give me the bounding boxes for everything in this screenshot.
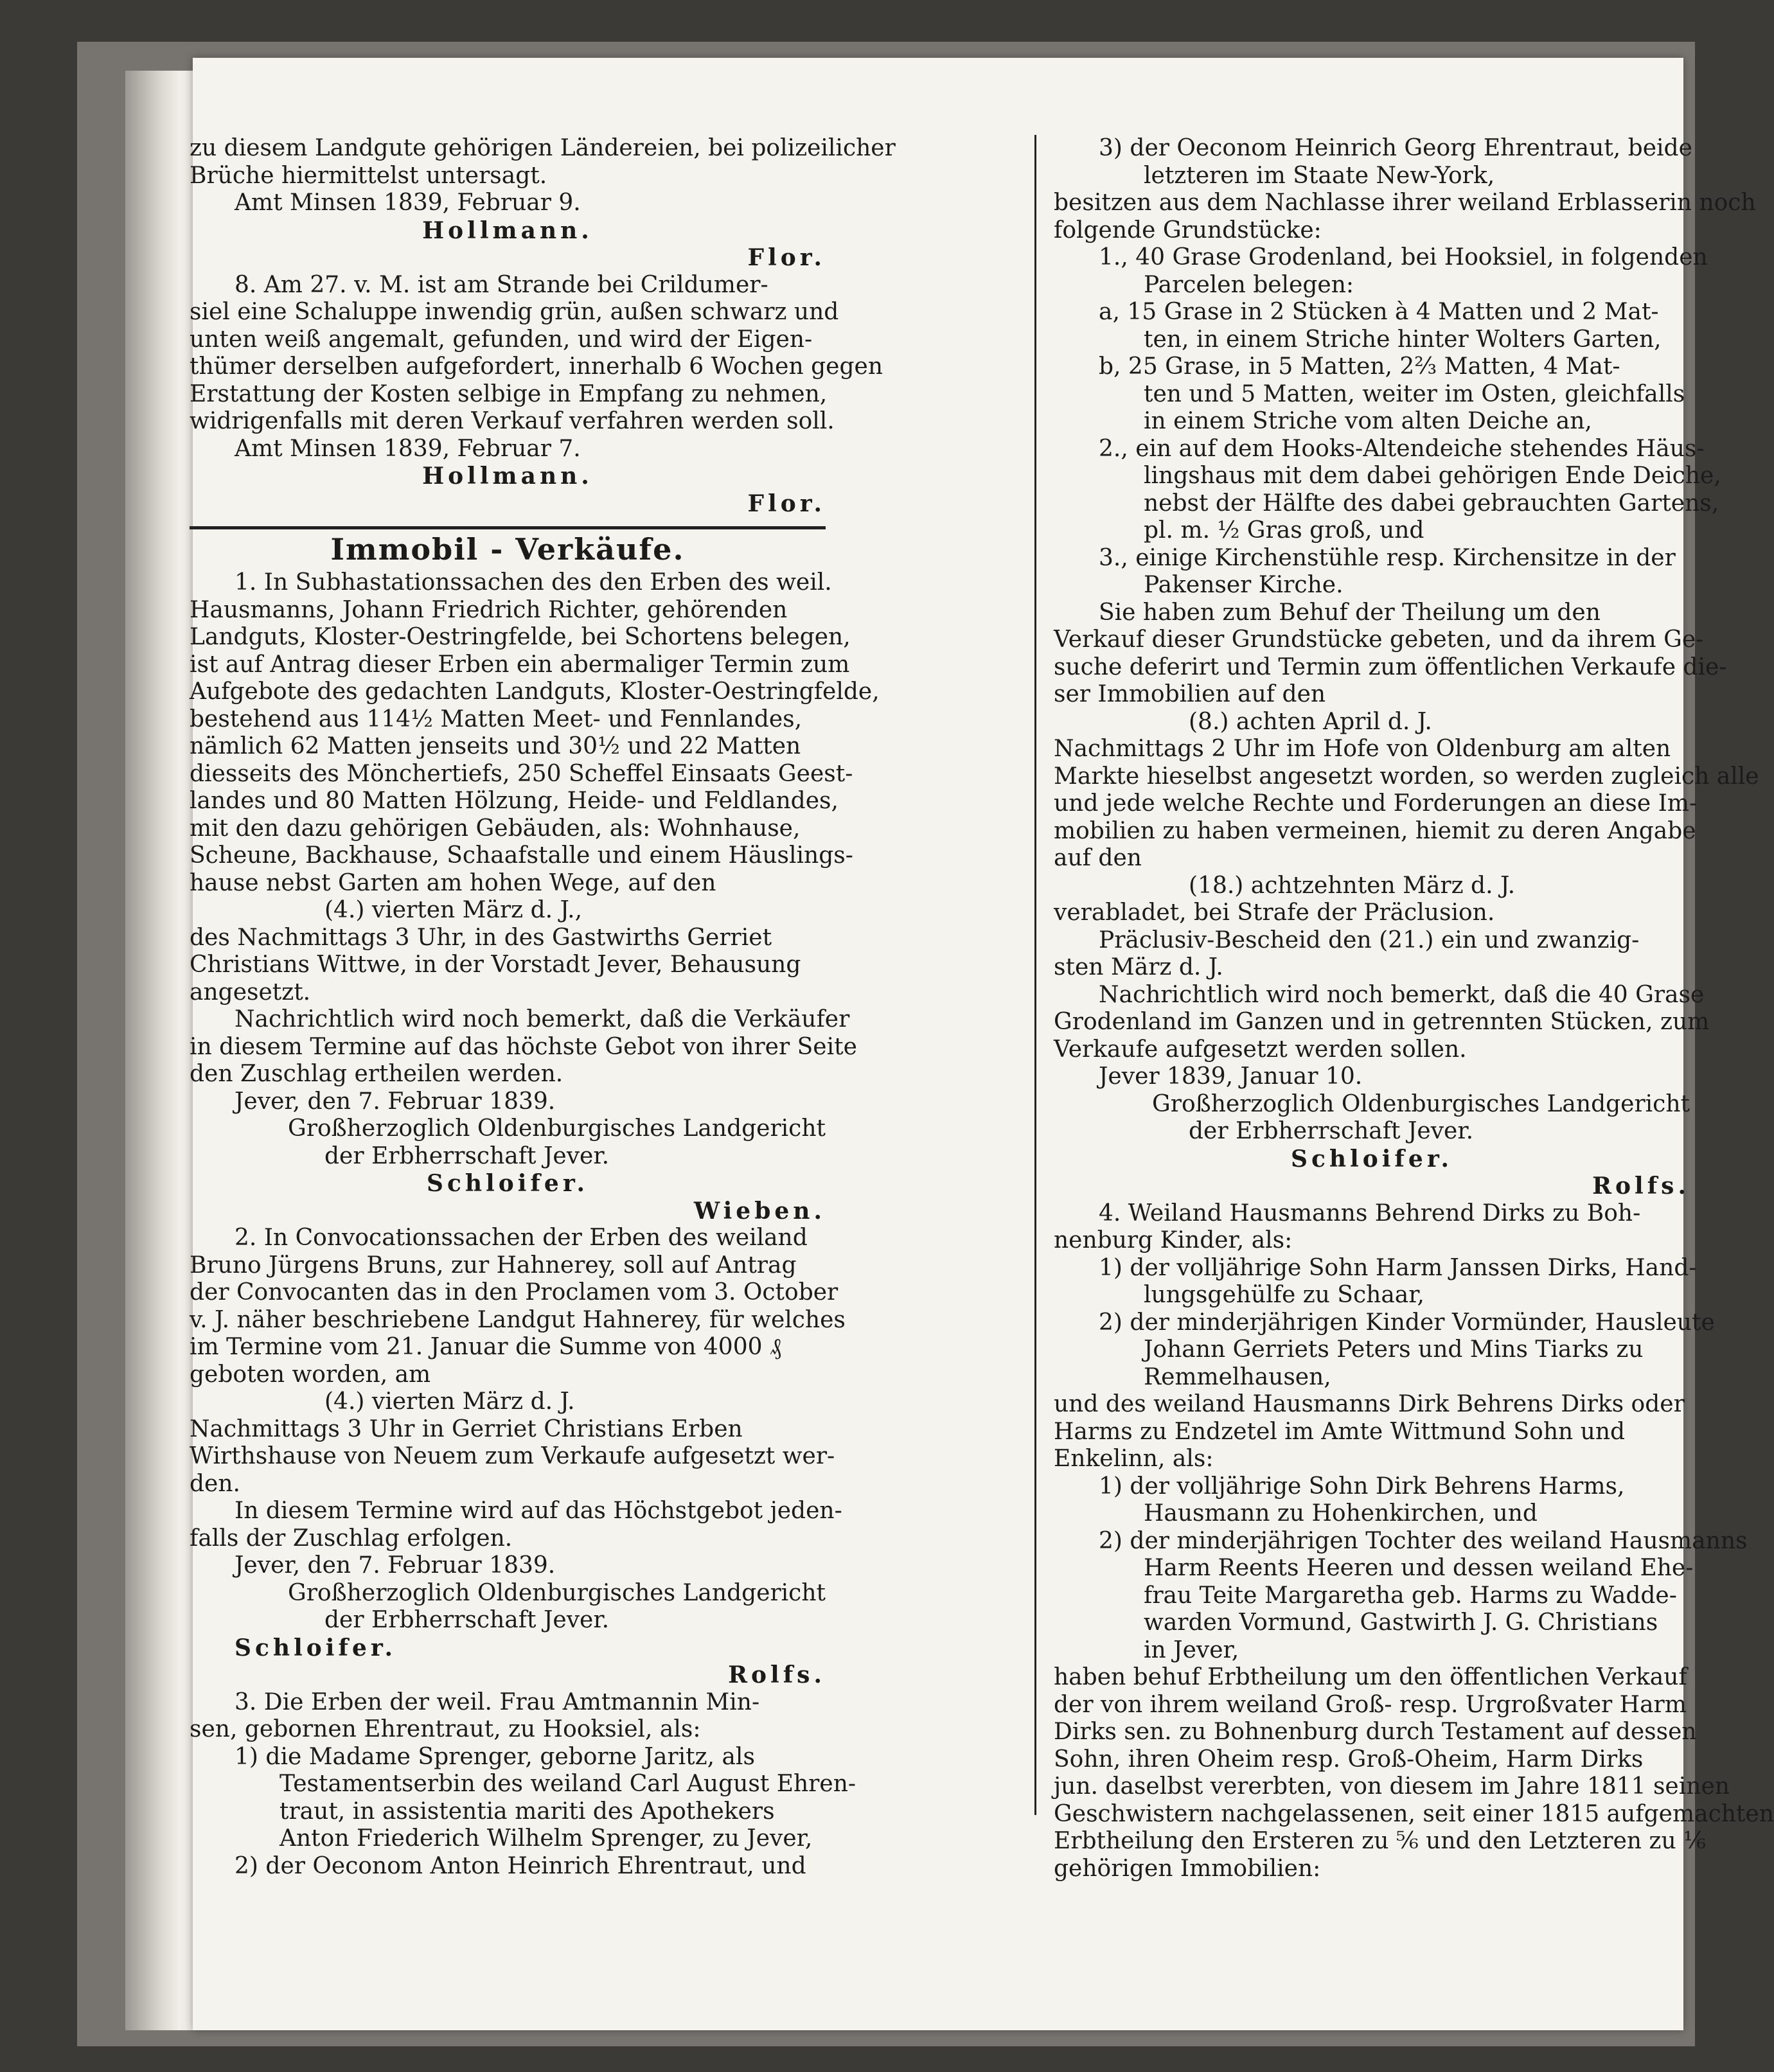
text-line: Dirks sen. zu Bohnenburg durch Testament auf dessen bbox=[1054, 1719, 1697, 1745]
text-line: suche deferirt und Termin zum öffentlichen Verkaufe die- bbox=[1054, 653, 1727, 680]
text-line: landes und 80 Matten Hölzung, Heide- und Feldlandes, bbox=[190, 788, 838, 814]
text-line: falls der Zuschlag erfolgen. bbox=[190, 1525, 513, 1552]
text-line: nämlich 62 Matten jenseits und 30½ und 22 Matten bbox=[190, 733, 801, 759]
text-line: 3., einige Kirchenstühle resp. Kirchensitze in der bbox=[1099, 544, 1676, 571]
text-line: 4. Weiland Hausmanns Behrend Dirks zu Boh- bbox=[1099, 1200, 1641, 1226]
text-line: der Erbherrschaft Jever. bbox=[324, 1142, 610, 1169]
text-line: zu diesem Landgute gehörigen Ländereien, bei polizeilicher bbox=[190, 135, 896, 161]
text-line: Hausmanns, Johann Friedrich Richter, gehörenden bbox=[190, 596, 788, 623]
text-line: 1., 40 Grase Grodenland, bei Hooksiel, in folgenden bbox=[1099, 244, 1708, 270]
text-line: ten, in einem Striche hinter Wolters Garten, bbox=[1144, 326, 1662, 353]
text-line: und des weiland Hausmanns Dirk Behrens Dirks oder bbox=[1054, 1391, 1685, 1417]
text-line: (4.) vierten März d. J., bbox=[324, 897, 583, 923]
text-line: 8. Am 27. v. M. ist am Strande bei Crildumer- bbox=[235, 271, 768, 298]
text-line: Schloifer. bbox=[235, 1634, 397, 1661]
text-line: der Erbherrschaft Jever. bbox=[1189, 1118, 1474, 1144]
text-line: 3) der Oeconom Heinrich Georg Ehrentraut, beide bbox=[1099, 135, 1692, 161]
text-line: Anton Friederich Wilhelm Sprenger, zu Jever, bbox=[279, 1825, 813, 1852]
text-line: Jever 1839, Januar 10. bbox=[1099, 1063, 1363, 1090]
text-line: Verkauf dieser Grundstücke gebeten, und da ihrem Ge- bbox=[1054, 626, 1704, 653]
text-line: letzteren im Staate New-York, bbox=[1144, 162, 1495, 189]
text-line: Schloifer. bbox=[1290, 1145, 1453, 1173]
text-line: widrigenfalls mit deren Verkauf verfahren werden soll. bbox=[190, 408, 835, 434]
text-line: gehörigen Immobilien: bbox=[1054, 1855, 1321, 1882]
text-line: Amt Minsen 1839, Februar 7. bbox=[235, 435, 581, 462]
text-line: b, 25 Grase, in 5 Matten, 2⅔ Matten, 4 Mat- bbox=[1099, 353, 1620, 380]
text-line: Brüche hiermittelst untersagt. bbox=[190, 162, 547, 189]
text-line: und jede welche Rechte und Forderungen an diese Im- bbox=[1054, 790, 1698, 817]
text-line: folgende Grundstücke: bbox=[1054, 217, 1322, 244]
text-line: Wieben. bbox=[693, 1197, 826, 1225]
text-line: angesetzt. bbox=[190, 978, 311, 1005]
text-line: Nachmittags 2 Uhr im Hofe von Oldenburg am alten bbox=[1054, 736, 1671, 762]
text-line: Testamentserbin des weiland Carl August Ehren- bbox=[279, 1771, 856, 1797]
text-line: nenburg Kinder, als: bbox=[1054, 1227, 1293, 1253]
text-line: (4.) vierten März d. J. bbox=[324, 1388, 575, 1415]
text-line: warden Vormund, Gastwirth J. G. Christians bbox=[1144, 1609, 1658, 1636]
section-heading: Immobil - Verkäufe. bbox=[330, 532, 685, 567]
text-line: Verkaufe aufgesetzt werden sollen. bbox=[1054, 1036, 1467, 1063]
text-line: Sie haben zum Behuf der Theilung um den bbox=[1099, 599, 1601, 626]
text-line: 3. Die Erben der weil. Frau Amtmannin Min- bbox=[235, 1688, 760, 1715]
text-line: Sohn, ihren Oheim resp. Groß-Oheim, Harm Dirks bbox=[1054, 1746, 1644, 1773]
text-line: jun. daselbst vererbten, von diesem im Jahre 1811 seinen bbox=[1054, 1773, 1730, 1800]
text-line: Hollmann. bbox=[422, 463, 593, 490]
text-line: Bruno Jürgens Bruns, zur Hahnerey, soll auf Antrag bbox=[190, 1252, 797, 1279]
text-line: geboten worden, am bbox=[190, 1361, 431, 1388]
text-line: ser Immobilien auf den bbox=[1054, 681, 1326, 707]
text-line: Flor. bbox=[747, 490, 826, 517]
text-line: Nachrichtlich wird noch bemerkt, daß die 40 Grase bbox=[1099, 981, 1705, 1008]
text-line: Amt Minsen 1839, Februar 9. bbox=[235, 190, 581, 216]
text-line: 2. In Convocationssachen der Erben des weiland bbox=[235, 1225, 808, 1251]
text-line: Enkelinn, als: bbox=[1054, 1446, 1214, 1472]
text-line: Hausmann zu Hohenkirchen, und bbox=[1144, 1500, 1538, 1527]
text-line: Parcelen belegen: bbox=[1144, 271, 1354, 298]
text-line: den. bbox=[190, 1470, 240, 1497]
text-line: Flor. bbox=[747, 244, 826, 271]
text-line: mit den dazu gehörigen Gebäuden, als: Wohnhause, bbox=[190, 815, 801, 842]
text-line: (18.) achtzehnten März d. J. bbox=[1189, 872, 1516, 899]
text-line: mobilien zu haben vermeinen, hiemit zu deren Angabe bbox=[1054, 817, 1696, 844]
text-line: frau Teite Margaretha geb. Harms zu Wadde- bbox=[1144, 1582, 1677, 1609]
text-line: in diesem Termine auf das höchste Gebot von ihrer Seite bbox=[190, 1033, 857, 1060]
text-line: 2., ein auf dem Hooks-Altendeiche stehendes Häus- bbox=[1099, 435, 1705, 462]
text-line: Harm Reents Heeren und dessen weiland Ehe- bbox=[1144, 1555, 1694, 1581]
text-line: Landguts, Kloster-Oestringfelde, bei Schortens belegen, bbox=[190, 624, 851, 650]
text-line: thümer derselben aufgefordert, innerhalb 6 Wochen gegen bbox=[190, 353, 883, 380]
text-line: traut, in assistentia mariti des Apothekers bbox=[279, 1798, 775, 1825]
text-line: Schloifer. bbox=[426, 1170, 589, 1197]
text-line: (8.) achten April d. J. bbox=[1189, 708, 1432, 735]
left-column bbox=[190, 135, 896, 1880]
text-line: Rolfs. bbox=[1592, 1173, 1690, 1200]
text-line: v. J. näher beschriebene Landgut Hahnerey, für welches bbox=[190, 1306, 846, 1333]
text-line: 1) der volljährige Sohn Dirk Behrens Harms, bbox=[1099, 1473, 1625, 1500]
text-line: Geschwistern nachgelassenen, seit einer 1815 aufgemachten bbox=[1054, 1800, 1774, 1827]
text-line: haben behuf Erbtheilung um den öffentlichen Verkauf bbox=[1054, 1664, 1687, 1690]
text-line: Nachrichtlich wird noch bemerkt, daß die Verkäufer bbox=[235, 1006, 850, 1032]
text-line: besitzen aus dem Nachlasse ihrer weiland Erblasserin noch bbox=[1054, 190, 1756, 216]
text-line: Präclusiv-Bescheid den (21.) ein und zwanzig- bbox=[1099, 926, 1640, 953]
text-line: Remmelhausen, bbox=[1144, 1363, 1331, 1390]
text-line: 1) die Madame Sprenger, geborne Jaritz, als bbox=[235, 1743, 755, 1770]
text-line: Erstattung der Kosten selbige in Empfang zu nehmen, bbox=[190, 380, 828, 407]
text-line: 2) der minderjährigen Kinder Vormünder, Hausleute bbox=[1099, 1309, 1715, 1336]
text-line: Großherzoglich Oldenburgisches Landgericht bbox=[288, 1579, 826, 1606]
text-line: Harms zu Endzetel im Amte Wittmund Sohn und bbox=[1054, 1418, 1626, 1445]
text-line: nebst der Hälfte des dabei gebrauchten Gartens, bbox=[1144, 490, 1719, 517]
text-line: Jever, den 7. Februar 1839. bbox=[235, 1088, 556, 1115]
text-line: Jever, den 7. Februar 1839. bbox=[235, 1552, 556, 1579]
text-line: bestehend aus 114½ Matten Meet- und Fennlandes, bbox=[190, 705, 803, 732]
text-line: diesseits des Mönchertiefs, 250 Scheffel Einsaats Geest- bbox=[190, 760, 853, 787]
text-line: in einem Striche vom alten Deiche an, bbox=[1144, 408, 1592, 434]
text-line: Christians Wittwe, in der Vorstadt Jever, Behausung bbox=[190, 952, 801, 978]
text-line: Großherzoglich Oldenburgisches Landgericht bbox=[1152, 1090, 1690, 1117]
text-line: in Jever, bbox=[1144, 1636, 1239, 1663]
text-line: auf den bbox=[1054, 845, 1142, 871]
text-line: unten weiß angemalt, gefunden, und wird der Eigen- bbox=[190, 326, 813, 353]
text-line: Johann Gerriets Peters und Mins Tiarks zu bbox=[1144, 1336, 1644, 1363]
text-line: Nachmittags 3 Uhr in Gerriet Christians Erben bbox=[190, 1415, 743, 1442]
text-line: 1) der volljährige Sohn Harm Janssen Dirks, Hand- bbox=[1099, 1254, 1697, 1281]
text-line: lungsgehülfe zu Schaar, bbox=[1144, 1282, 1424, 1308]
text-line: Aufgebote des gedachten Landguts, Kloster-Oestringfelde, bbox=[190, 678, 880, 705]
text-line: siel eine Schaluppe inwendig grün, außen schwarz und bbox=[190, 299, 839, 325]
text-line: Großherzoglich Oldenburgisches Landgericht bbox=[288, 1115, 826, 1142]
text-line: der Erbherrschaft Jever. bbox=[324, 1607, 610, 1633]
text-line: sten März d. J. bbox=[1054, 954, 1223, 980]
text-line: den Zuschlag ertheilen werden. bbox=[190, 1061, 563, 1087]
text-line: Wirthshause von Neuem zum Verkaufe aufgesetzt wer- bbox=[190, 1443, 835, 1469]
text-line: Rolfs. bbox=[728, 1661, 826, 1688]
text-line: im Termine vom 21. Januar die Summe von 4000 ₰ bbox=[190, 1334, 781, 1360]
right-column bbox=[1054, 135, 1774, 1882]
text-line: der von ihrem weiland Groß- resp. Urgroßvater Harm bbox=[1054, 1691, 1687, 1718]
text-line: sen, gebornen Ehrentraut, zu Hooksiel, als: bbox=[190, 1716, 701, 1742]
text-line: Grodenland im Ganzen und in getrennten Stücken, zum bbox=[1054, 1009, 1710, 1035]
text-line: Pakenser Kirche. bbox=[1144, 572, 1344, 598]
text-line: 1. In Subhastationssachen des den Erben des weil. bbox=[235, 569, 832, 596]
text-line: Hollmann. bbox=[422, 217, 593, 244]
text-line: des Nachmittags 3 Uhr, in des Gastwirths Gerriet bbox=[190, 924, 772, 951]
text-line: In diesem Termine wird auf das Höchstgebot jeden- bbox=[235, 1498, 842, 1524]
section-rule bbox=[190, 526, 826, 529]
text-line: lingshaus mit dem dabei gehörigen Ende Deiche, bbox=[1144, 463, 1721, 489]
column-divider bbox=[1034, 135, 1036, 1815]
text-line: pl. m. ½ Gras groß, und bbox=[1144, 517, 1424, 544]
text-line: Markte hieselbst angesetzt worden, so werden zugleich alle bbox=[1054, 763, 1759, 790]
text-line: 2) der minderjährigen Tochter des weiland Hausmanns bbox=[1099, 1527, 1748, 1554]
text-line: ten und 5 Matten, weiter im Osten, gleichfalls bbox=[1144, 380, 1685, 407]
text-line: verabladet, bei Strafe der Präclusion. bbox=[1054, 899, 1495, 926]
text-line: der Convocanten das in den Proclamen vom 3. October bbox=[190, 1279, 838, 1306]
text-line: ist auf Antrag dieser Erben ein abermaliger Termin zum bbox=[190, 651, 850, 678]
text-line: hause nebst Garten am hohen Wege, auf den bbox=[190, 869, 716, 896]
text-line: Scheune, Backhause, Schaafstalle und einem Häuslings- bbox=[190, 842, 853, 869]
text-line: Erbtheilung den Ersteren zu ⅚ und den Letzteren zu ⅙ bbox=[1054, 1828, 1707, 1854]
text-line: a, 15 Grase in 2 Stücken à 4 Matten und 2 Mat- bbox=[1099, 299, 1659, 325]
text-line: 2) der Oeconom Anton Heinrich Ehrentraut, und bbox=[235, 1852, 806, 1879]
